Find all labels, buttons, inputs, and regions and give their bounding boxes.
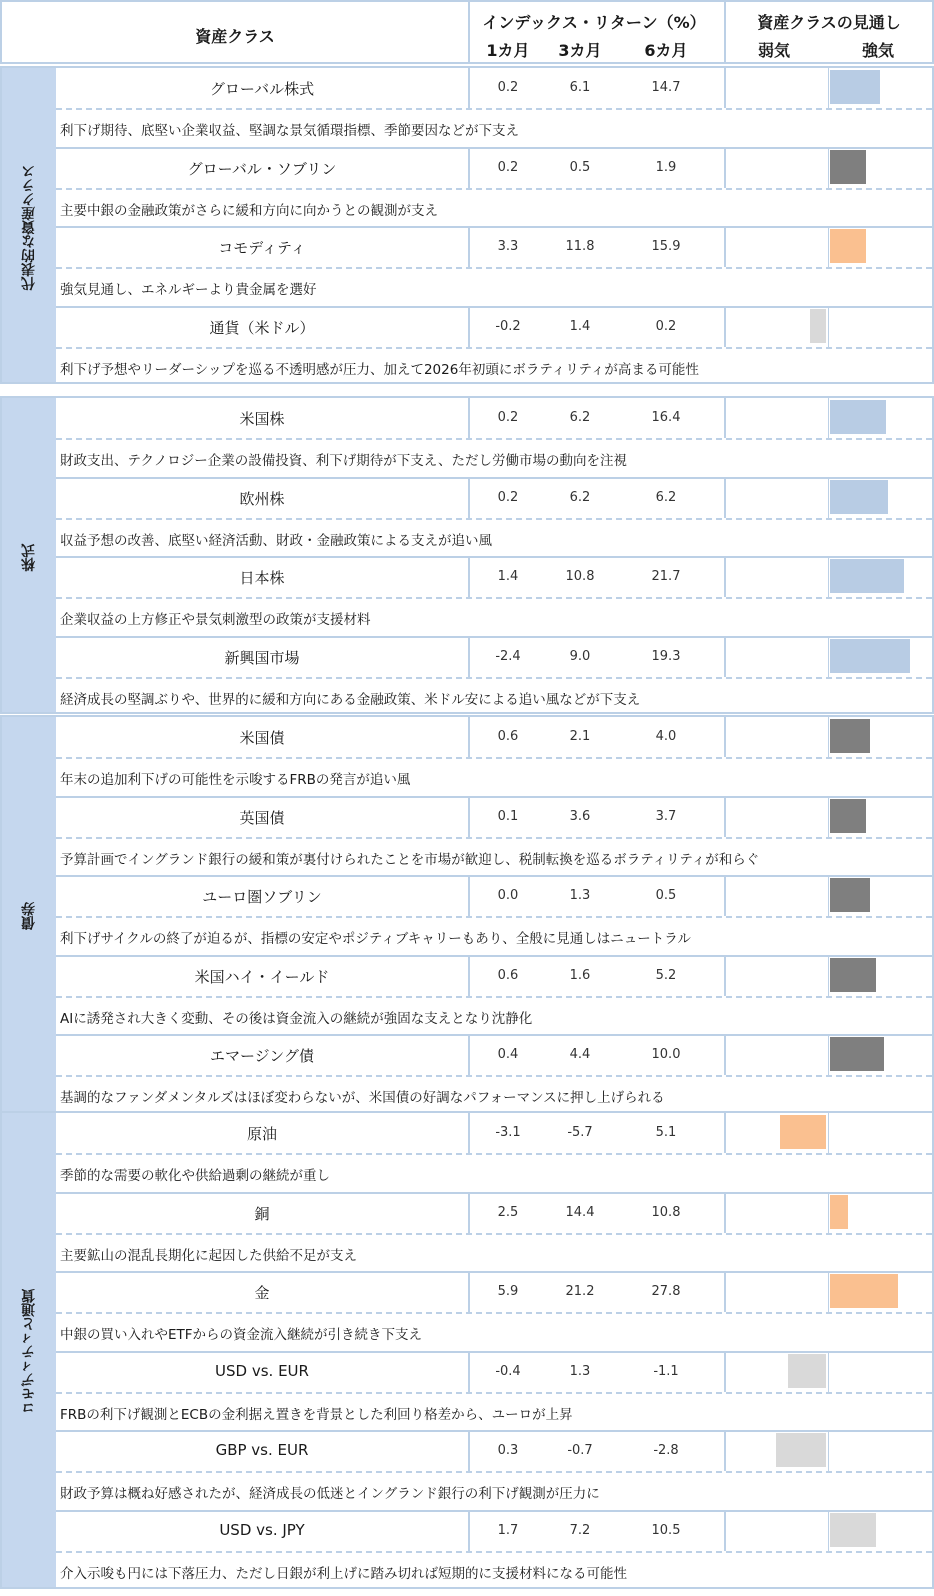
asset-description: 介入示唆も円には下落圧力、ただし日銀が利上げに踏み切れば短期的に支援材料になる可能性: [60, 1566, 627, 1582]
asset-description: 利下げ期待、底堅い企業収益、堅調な景気循環指標、季節要因などが下支え: [60, 123, 519, 139]
row-dashed-divider: [56, 597, 932, 599]
row-divider: [56, 1351, 934, 1353]
return-1m: -3.1: [495, 1125, 521, 1140]
col-divider: [724, 956, 726, 996]
col-divider: [468, 398, 470, 438]
return-3m: 11.8: [565, 239, 595, 255]
col-divider: [468, 1511, 470, 1551]
return-1m: 0.0: [497, 888, 519, 904]
return-6m: 3.7: [655, 808, 677, 824]
return-3m: 2.1: [569, 729, 591, 744]
row-divider: [56, 1271, 934, 1273]
return-6m: 27.8: [651, 1284, 681, 1300]
outlook-center-line: [828, 1511, 829, 1551]
row-dashed-divider: [56, 267, 932, 269]
col-divider: [468, 68, 470, 108]
outlook-bar: [830, 1195, 848, 1229]
asset-name: 金: [254, 1284, 270, 1303]
outlook-center-line: [828, 956, 829, 996]
section-label-line: 資産クラス: [21, 164, 37, 235]
return-6m: 5.2: [655, 967, 677, 983]
return-1m: -0.4: [495, 1363, 521, 1379]
return-3m: 1.6: [569, 967, 591, 983]
outlook-center-line: [828, 307, 829, 347]
return-3m: 4.4: [569, 1047, 591, 1063]
col-divider: [724, 68, 726, 108]
asset-description: 中銀の買い入れやETFからの資金流入継続が引き続き下支え: [60, 1327, 423, 1344]
col-divider: [468, 956, 470, 996]
outlook-bar: [830, 639, 910, 673]
asset-name: 英国債: [239, 808, 285, 827]
return-1m: 0.4: [497, 1047, 519, 1063]
outlook-bar: [830, 878, 870, 912]
outlook-bar: [830, 559, 904, 593]
row-dashed-divider: [56, 916, 932, 918]
col-divider: [468, 1113, 470, 1153]
header-index-returns: インデックス・リターン（%）: [482, 13, 706, 32]
outlook-center-line: [828, 637, 829, 677]
outlook-bar: [788, 1354, 826, 1388]
asset-name: 米国ハイ・イールド: [194, 967, 330, 986]
section-label: コモディティと通貨: [21, 1288, 37, 1415]
outlook-center-line: [828, 478, 829, 518]
return-6m: 1.9: [655, 159, 677, 175]
return-6m: 16.4: [651, 410, 681, 425]
row-dashed-divider: [56, 996, 932, 998]
return-3m: 7.2: [569, 1523, 591, 1538]
header-6m: 6カ月: [644, 41, 688, 60]
col-divider: [724, 227, 726, 267]
header-asset-class: 資産クラス: [195, 27, 275, 46]
asset-description: 年末の追加利下げの可能性を示唆するFRBの発言が追い風: [60, 772, 411, 788]
return-6m: 0.5: [655, 888, 677, 904]
row-dashed-divider: [56, 1392, 932, 1394]
asset-description: 強気見通し、エネルギーより貴金属を選好: [60, 282, 317, 299]
outlook-bar: [780, 1115, 826, 1149]
col-divider: [724, 1431, 726, 1471]
outlook-center-line: [828, 1431, 829, 1471]
asset-name: 新興国市場: [224, 648, 300, 667]
row-dashed-divider: [56, 677, 932, 679]
outlook-bar: [830, 719, 870, 753]
return-3m: -0.7: [567, 1443, 593, 1459]
outlook-center-line: [828, 876, 829, 916]
return-1m: 0.3: [497, 1443, 519, 1459]
return-1m: 0.6: [497, 729, 519, 744]
col-divider: [468, 148, 470, 188]
asset-name: 通貨（米ドル）: [209, 318, 315, 337]
return-1m: -0.2: [495, 318, 521, 334]
row-dashed-divider: [56, 1312, 932, 1314]
row-divider: [56, 1430, 934, 1432]
asset-name: 原油: [246, 1125, 277, 1143]
row-divider: [56, 1034, 934, 1036]
return-6m: 10.0: [651, 1047, 681, 1063]
header-weak: 弱気: [757, 41, 790, 60]
col-divider: [724, 717, 726, 757]
col-divider: [468, 478, 470, 518]
section-sidebar: [2, 398, 56, 712]
col-divider: [724, 148, 726, 188]
asset-name: GBP vs. EUR: [215, 1441, 309, 1460]
row-dashed-divider: [56, 1471, 932, 1473]
row-divider: [56, 636, 934, 638]
outlook-bar: [776, 1433, 826, 1467]
section-0: [0, 66, 934, 384]
return-1m: 2.5: [497, 1204, 519, 1220]
outlook-center-line: [828, 1272, 829, 1312]
row-dashed-divider: [56, 757, 932, 759]
outlook-center-line: [828, 797, 829, 837]
return-3m: 0.5: [569, 159, 591, 175]
return-1m: 1.4: [497, 569, 519, 585]
return-6m: 0.2: [655, 318, 677, 334]
section-label-line: 代表的な: [21, 234, 37, 291]
asset-description: 財政支出、テクノロジー企業の設備投資、利下げ期待が下支え、ただし労働市場の動向を注視: [60, 453, 627, 469]
row-dashed-divider: [56, 188, 932, 190]
outlook-bar: [830, 229, 866, 263]
col-divider: [724, 637, 726, 677]
asset-description: 財政予算は概ね好感されたが、経済成長の低迷とイングランド銀行の利下げ観測が圧力に: [60, 1486, 600, 1503]
asset-name: エマージング債: [209, 1047, 315, 1066]
row-divider: [56, 955, 934, 957]
asset-description: FRBの利下げ観測とECBの金利据え置きを背景とした利回り格差から、ユーロが上昇: [60, 1406, 573, 1423]
outlook-center-line: [828, 1193, 829, 1233]
asset-name: グローバル株式: [209, 80, 315, 98]
section-3: [0, 1111, 934, 1589]
asset-description: 主要中銀の金融政策がさらに緩和方向に向かうとの観測が支え: [60, 202, 438, 219]
return-1m: 3.3: [497, 239, 519, 255]
outlook-center-line: [828, 557, 829, 597]
col-divider: [468, 307, 470, 347]
outlook-center-line: [828, 1352, 829, 1392]
return-3m: 6.2: [569, 489, 591, 505]
col-divider: [468, 1035, 470, 1075]
asset-description: 利下げ予想やリーダーシップを巡る不透明感が圧力、加えて2026年初頭にボラティリティが高まる可能性: [60, 361, 699, 378]
return-3m: -5.7: [567, 1125, 593, 1140]
return-3m: 6.1: [569, 80, 591, 95]
section-2: [0, 715, 934, 1113]
row-divider: [56, 1192, 934, 1194]
outlook-center-line: [828, 148, 829, 188]
asset-name: USD vs. EUR: [215, 1361, 309, 1380]
col-divider: [724, 876, 726, 916]
col-divider: [468, 1272, 470, 1312]
asset-name: 日本株: [239, 569, 285, 588]
row-divider: [56, 147, 934, 149]
return-3m: 1.3: [569, 1363, 591, 1379]
col-divider: [468, 797, 470, 837]
return-3m: 21.2: [565, 1284, 595, 1300]
table-header: [0, 0, 934, 64]
return-6m: 15.9: [651, 239, 681, 255]
outlook-bar: [830, 1274, 898, 1308]
col-divider: [724, 797, 726, 837]
col-divider: [468, 637, 470, 677]
return-1m: 0.6: [497, 967, 519, 983]
asset-description: 企業収益の上方修正や景気刺激型の政策が支援材料: [60, 612, 371, 629]
col-divider: [468, 876, 470, 916]
col-divider: [468, 1193, 470, 1233]
return-3m: 3.6: [569, 808, 591, 824]
outlook-bar: [830, 480, 888, 514]
outlook-bar: [830, 799, 866, 833]
asset-name: コモディティ: [218, 239, 306, 258]
row-dashed-divider: [56, 347, 932, 349]
asset-name: 米国債: [239, 729, 285, 747]
outlook-center-line: [828, 227, 829, 267]
asset-description: 季節的な需要の軟化や供給過剰の継続が重し: [60, 1168, 330, 1184]
return-1m: 0.2: [497, 410, 519, 425]
return-6m: 21.7: [651, 569, 681, 585]
col-divider: [724, 1511, 726, 1551]
asset-name: グローバル・ソブリン: [187, 159, 337, 178]
row-divider: [56, 556, 934, 558]
outlook-center-line: [828, 68, 829, 108]
col-divider: [468, 1352, 470, 1392]
section-sidebar: [2, 717, 56, 1111]
asset-name: USD vs. JPY: [219, 1521, 305, 1539]
col-divider: [724, 1193, 726, 1233]
row-dashed-divider: [56, 518, 932, 520]
row-dashed-divider: [56, 108, 932, 110]
asset-description: 経済成長の堅調ぶりや、世界的に緩和方向にある金融政策、米ドル安による追い風などが下支え: [60, 691, 641, 708]
col-divider: [724, 1035, 726, 1075]
outlook-bar: [830, 1037, 884, 1071]
return-1m: 5.9: [497, 1284, 519, 1300]
return-6m: 10.5: [651, 1523, 681, 1538]
return-3m: 14.4: [565, 1204, 595, 1220]
row-divider: [56, 226, 934, 228]
asset-name: 欧州株: [239, 489, 285, 508]
section-sidebar: [2, 68, 56, 382]
asset-description: 予算計画でイングランド銀行の緩和策が裏付けられたことを市場が歓迎し、税制転換を巡るボラティリティが和らぐ: [60, 851, 760, 868]
return-6m: -1.1: [653, 1363, 679, 1379]
row-dashed-divider: [56, 1075, 932, 1077]
return-6m: 10.8: [651, 1204, 681, 1220]
col-divider: [724, 398, 726, 438]
row-divider: [56, 477, 934, 479]
return-6m: 4.0: [655, 729, 677, 744]
outlook-bar: [810, 309, 826, 343]
outlook-center-line: [828, 398, 829, 438]
return-6m: 19.3: [651, 648, 681, 664]
section-label: [2, 68, 56, 384]
return-3m: 6.2: [569, 410, 591, 425]
outlook-bar: [830, 150, 866, 184]
return-1m: -2.4: [495, 648, 521, 664]
col-divider: [724, 478, 726, 518]
row-divider: [56, 306, 934, 308]
asset-description: 収益予想の改善、底堅い経済活動、財政・金融政策による支えが追い風: [60, 532, 492, 549]
asset-name: 米国株: [239, 410, 285, 428]
col-divider: [468, 1431, 470, 1471]
outlook-center-line: [828, 1035, 829, 1075]
return-1m: 0.2: [497, 489, 519, 505]
header-1m: 1カ月: [486, 41, 530, 60]
col-divider: [468, 557, 470, 597]
return-6m: 14.7: [651, 80, 681, 95]
col-divider: [468, 227, 470, 267]
return-6m: -2.8: [653, 1443, 679, 1459]
col-divider: [724, 1352, 726, 1392]
col-divider: [724, 307, 726, 347]
row-divider: [56, 796, 934, 798]
return-1m: 0.2: [497, 80, 519, 95]
return-3m: 1.3: [569, 888, 591, 904]
row-dashed-divider: [56, 1153, 932, 1155]
row-divider: [56, 1510, 934, 1512]
col-divider: [724, 1272, 726, 1312]
col-divider: [724, 1113, 726, 1153]
return-3m: 10.8: [565, 569, 595, 585]
header-3m: 3カ月: [558, 41, 602, 60]
return-1m: 0.1: [497, 808, 519, 824]
return-3m: 9.0: [569, 648, 591, 664]
row-divider: [56, 875, 934, 877]
section-1: [0, 396, 934, 714]
row-dashed-divider: [56, 1551, 932, 1553]
return-1m: 0.2: [497, 159, 519, 175]
row-dashed-divider: [56, 1233, 932, 1235]
col-divider: [468, 717, 470, 757]
asset-description: 主要鉱山の混乱長期化に起因した供給不足が支え: [60, 1247, 357, 1264]
outlook-bar: [830, 1513, 876, 1547]
asset-name: ユーロ圏ソブリン: [202, 888, 322, 907]
section-label: 株式: [21, 543, 37, 572]
asset-description: AIに誘発され大きく変動、その後は資金流入の継続が強固な支えとなり沈静化: [60, 1010, 533, 1027]
col-divider: [724, 557, 726, 597]
section-label: 債券: [21, 902, 37, 930]
asset-name: 銅: [254, 1204, 270, 1223]
row-dashed-divider: [56, 837, 932, 839]
header-strong: 強気: [861, 41, 894, 60]
outlook-bar: [830, 958, 876, 992]
return-3m: 1.4: [569, 318, 591, 334]
outlook-center-line: [828, 1113, 829, 1153]
header-outlook: 資産クラスの見通し: [757, 13, 901, 32]
outlook-center-line: [828, 717, 829, 757]
return-6m: 5.1: [655, 1125, 677, 1140]
row-dashed-divider: [56, 438, 932, 440]
asset-description: 利下げサイクルの終了が迫るが、指標の安定やポジティブキャリーもあり、全般に見通しはニュートラル: [60, 931, 691, 948]
outlook-bar: [830, 70, 880, 104]
section-sidebar: [2, 1113, 56, 1587]
outlook-bar: [830, 400, 886, 434]
return-6m: 6.2: [655, 489, 677, 505]
asset-description: 基調的なファンダメンタルズはほぼ変わらないが、米国債の好調なパフォーマンスに押し上げられる: [60, 1090, 665, 1107]
return-1m: 1.7: [497, 1523, 519, 1538]
